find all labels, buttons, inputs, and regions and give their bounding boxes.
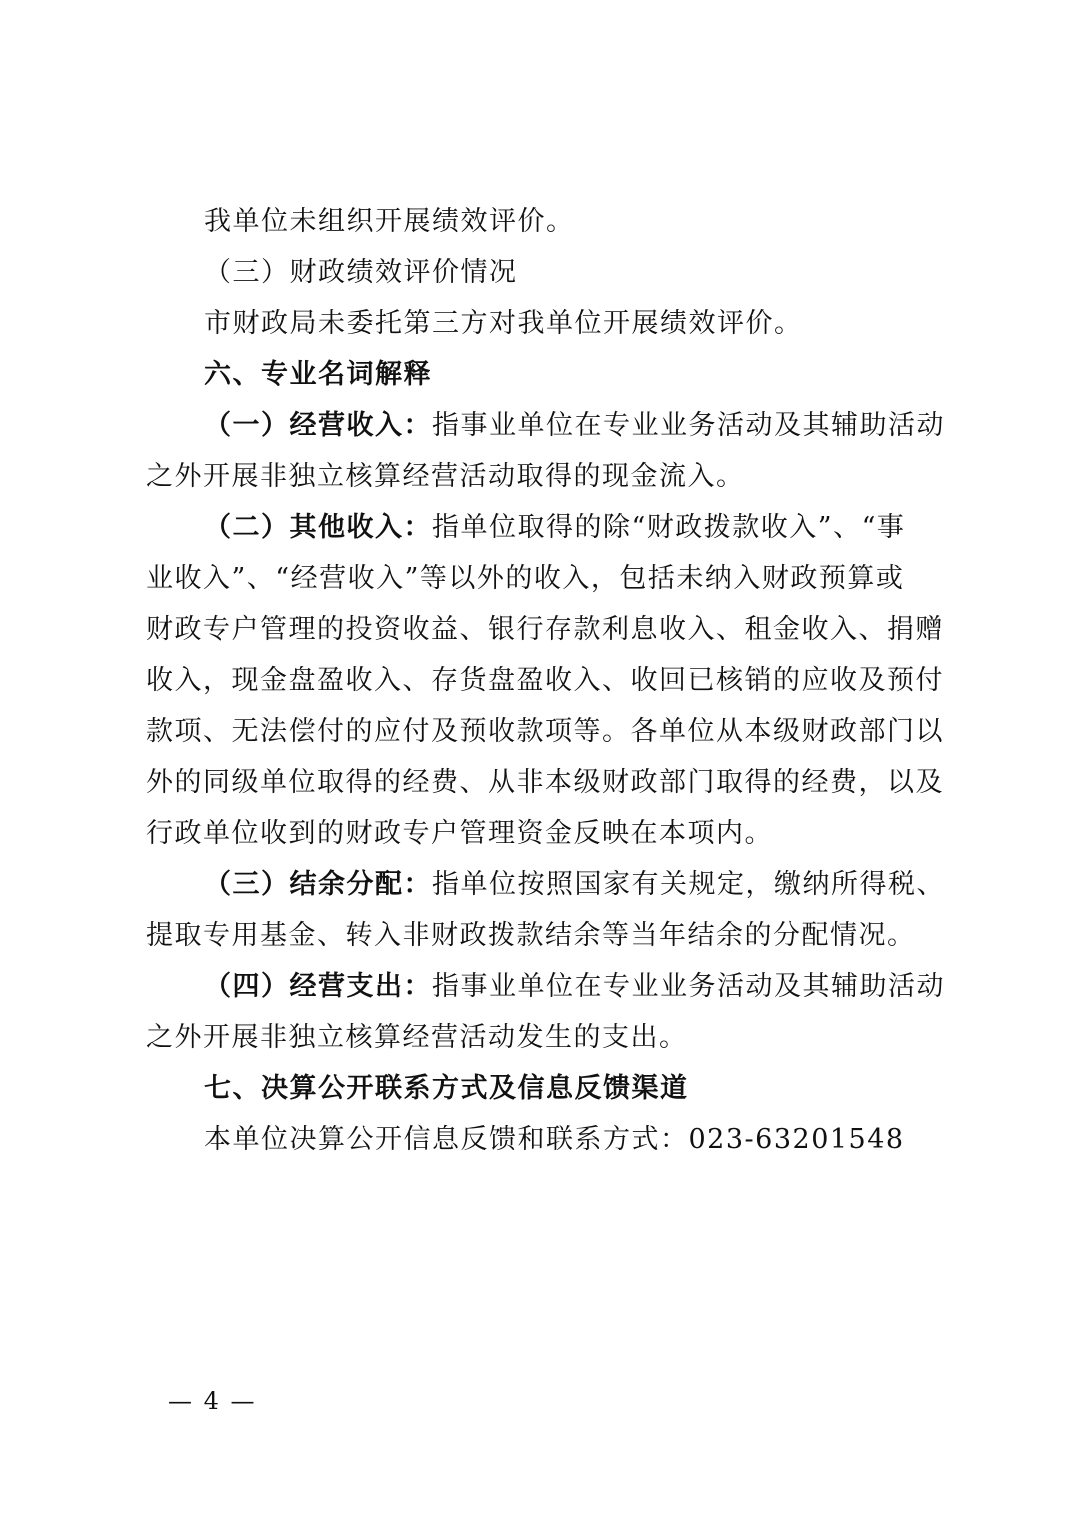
term-definition: 指事业单位在专业业务活动及其辅助活动	[432, 971, 945, 1002]
paragraph-contact-info: 本单位决算公开信息反馈和联系方式：023-63201548	[204, 1124, 905, 1155]
paragraph-fiscal-bureau-eval: 市财政局未委托第三方对我单位开展绩效评价。	[204, 308, 803, 339]
term-surplus-distribution	[146, 859, 946, 910]
paragraph-line: 行政单位收到的财政专户管理资金反映在本项内。	[146, 818, 773, 849]
term-label: （二）其他收入：	[204, 512, 432, 543]
term-definition: 指事业单位在专业业务活动及其辅助活动	[432, 410, 945, 441]
term-label: （四）经营支出：	[204, 971, 432, 1002]
subheading-fiscal-performance-eval: （三）财政绩效评价情况	[204, 257, 518, 288]
term-definition: 指单位取得的除“财政拨款收入”、“事	[432, 512, 906, 543]
paragraph-line: 提取专用基金、转入非财政拨款结余等当年结余的分配情况。	[146, 920, 916, 951]
term-other-income	[146, 502, 946, 553]
term-definition: 指单位按照国家有关规定，缴纳所得税、	[432, 869, 945, 900]
paragraph-line: 之外开展非独立核算经营活动取得的现金流入。	[146, 461, 745, 492]
section-heading-contact: 七、决算公开联系方式及信息反馈渠道	[204, 1073, 689, 1104]
term-label: （一）经营收入：	[204, 410, 432, 441]
term-operating-expenditure	[146, 961, 946, 1012]
paragraph-line: 业收入”、“经营收入”等以外的收入，包括未纳入财政预算或	[146, 563, 905, 594]
paragraph-line: 外的同级单位取得的经费、从非本级财政部门取得的经费，以及	[146, 767, 944, 798]
paragraph-line: 财政专户管理的投资收益、银行存款利息收入、租金收入、捐赠	[146, 614, 944, 645]
paragraph-line: 收入，现金盘盈收入、存货盘盈收入、收回已核销的应收及预付	[146, 665, 944, 696]
document-body	[146, 196, 946, 1165]
paragraph-line: 款项、无法偿付的应付及预收款项等。各单位从本级财政部门以	[146, 716, 944, 747]
paragraph-performance-eval-none: 我单位未组织开展绩效评价。	[204, 206, 575, 237]
page-number: — 4 —	[168, 1387, 257, 1415]
term-operating-income	[146, 400, 946, 451]
term-label: （三）结余分配：	[204, 869, 432, 900]
paragraph-line: 之外开展非独立核算经营活动发生的支出。	[146, 1022, 688, 1053]
section-heading-terms: 六、专业名词解释	[204, 359, 432, 390]
